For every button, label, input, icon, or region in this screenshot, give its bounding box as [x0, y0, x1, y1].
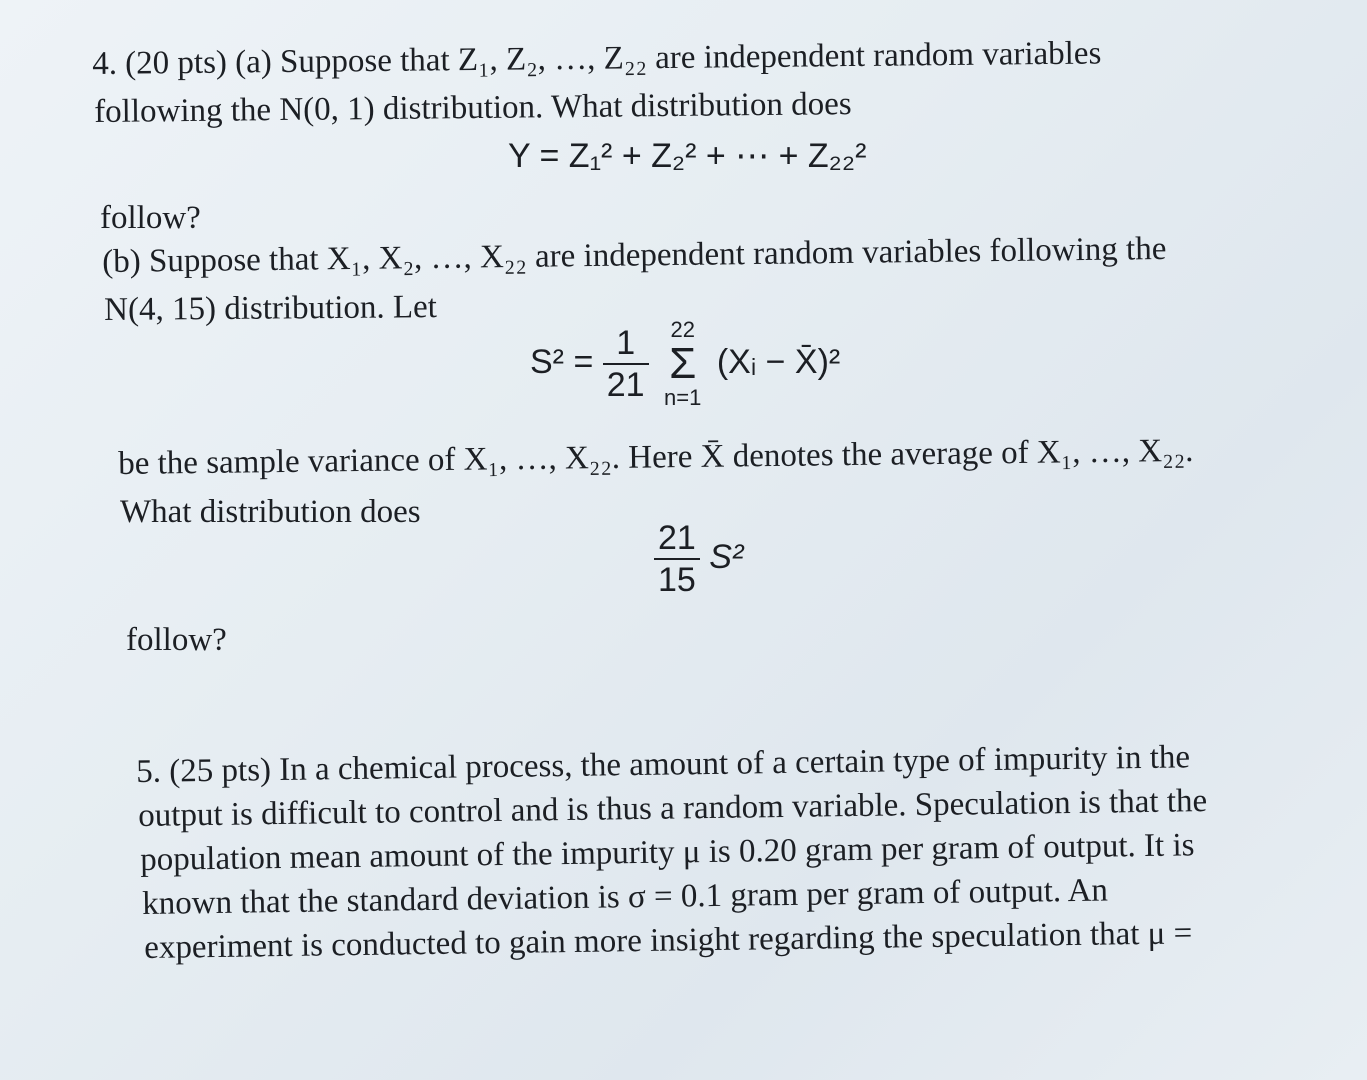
s2-term: (Xᵢ − X̄)² — [716, 342, 841, 381]
sum-lower-limit: n=1 — [664, 385, 702, 410]
q4-follow-b: follow? — [126, 622, 227, 658]
q4-line-b1: (b) Suppose that X₁, X₂, …, X₂₂ are independent random variables following the — [102, 230, 1167, 280]
q5-line-1: 5. (25 pts) In a chemical process, the amount of a certain type of impurity in the — [136, 739, 1191, 790]
stat-var: S² — [709, 537, 744, 576]
q5-line-5: experiment is conducted to gain more insight regarding the speculation that μ = — [144, 915, 1193, 966]
stat-fraction — [654, 518, 700, 600]
s2-lhs: S² = — [530, 342, 594, 381]
stat-frac-den: 15 — [658, 561, 696, 599]
s2-frac-den: 21 — [606, 366, 645, 404]
s2-frac-num: 1 — [603, 323, 649, 365]
q5-line-4: known that the standard deviation is σ = 0.1 gram per gram of output. An — [142, 872, 1109, 922]
q4-line-b2: N(4, 15) distribution. Let — [104, 289, 438, 328]
q4-follow-a: follow? — [100, 200, 201, 236]
formula-statistic — [654, 518, 743, 600]
formula-y: Y = Z₁² + Z₂² + ⋯ + Z₂₂² — [508, 137, 867, 175]
stat-frac-num: 21 — [654, 518, 700, 560]
q5-line-2: output is difficult to control and is thus a random variable. Speculation is that the — [138, 783, 1208, 834]
sum-upper-limit: 22 — [670, 317, 695, 342]
q4-line-b3: be the sample variance of X₁, …, X₂₂. Here X̄ denotes the average of X₁, …, X₂₂. — [118, 432, 1194, 482]
q4-line-b4: What distribution does — [120, 494, 421, 530]
sigma-symbol: Σ — [669, 339, 697, 388]
formula-sample-variance — [530, 318, 840, 410]
q5-line-3: population mean amount of the impurity μ is 0.20 gram per gram of output. It is — [140, 827, 1195, 878]
q4-line-1: 4. (20 pts) (a) Suppose that Z₁, Z₂, …, Z₂₂ are independent random variables — [92, 35, 1102, 82]
s2-fraction — [603, 323, 649, 405]
q4-line-2: following the N(0, 1) distribution. What distribution does — [94, 86, 852, 130]
summation — [664, 318, 701, 410]
